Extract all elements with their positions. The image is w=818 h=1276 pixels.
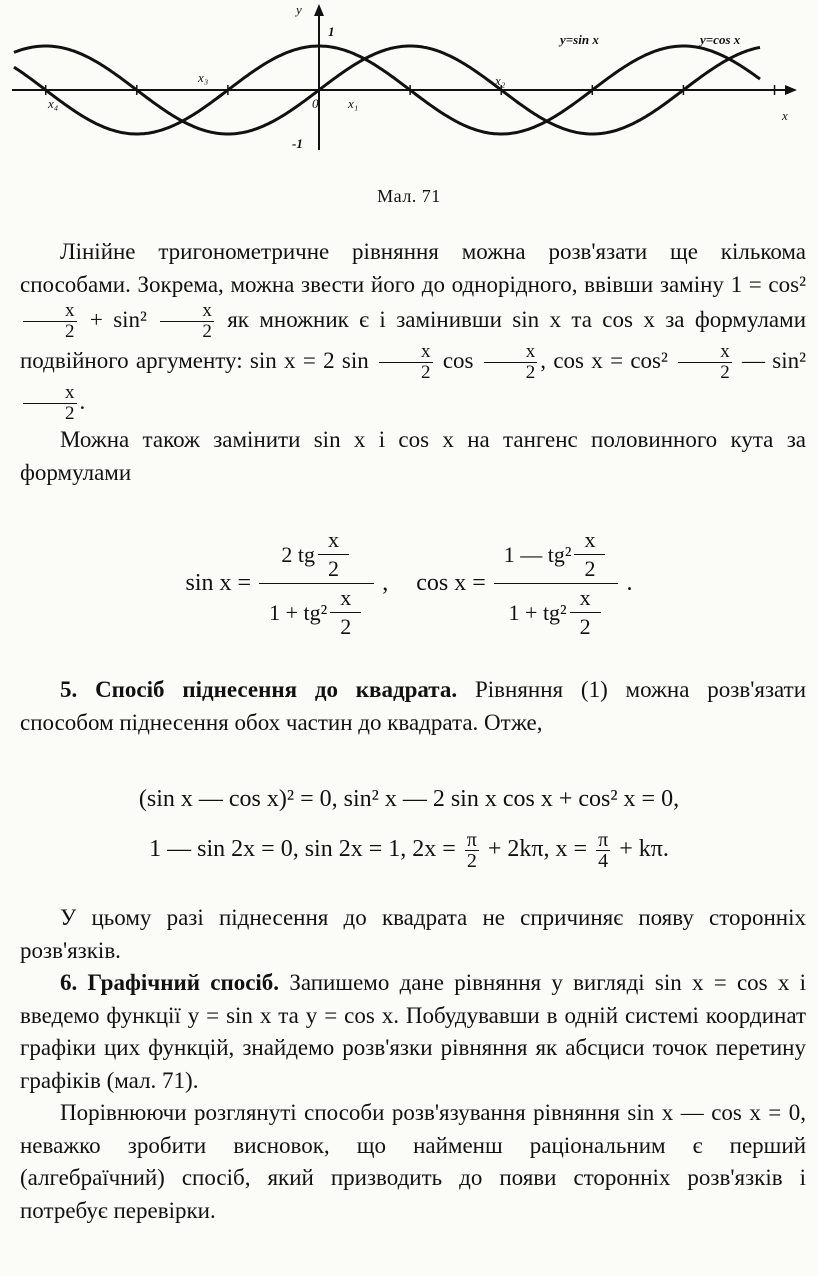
fraction-x-over-2: $\frac{x}{2}$: [678, 342, 732, 383]
y-axis-arrow: [314, 4, 324, 16]
label-x4: x₄: [48, 96, 59, 111]
label-x3: x₃: [198, 70, 209, 85]
para1-part-d: cos: [442, 347, 474, 373]
fraction-x-over-2: $\frac{x}{2}$: [160, 301, 214, 342]
fraction-x-over-2: $\frac{x}{2}$: [379, 342, 433, 383]
para1-part-e: , cos x = cos²: [540, 347, 668, 373]
section-5-heading: 5. Спосіб піднесення до квадрата.: [60, 677, 458, 702]
equation-1: (sin x — cos x)² = 0, sin² x — 2 sin x cos x + cos² x = 0,: [138, 786, 680, 812]
paragraph-3: У цьому разі піднесення до квадрата не спричиняє появу сторонніх розв'язків.: [20, 905, 806, 963]
fraction-x-over-2: $\frac{x}{2}$: [23, 383, 77, 424]
half-angle-formulas: [0, 527, 818, 639]
figure-caption: Мал. 71: [377, 186, 441, 206]
para1-part-a: Лінійне тригонометричне рівняння можна розв'язати ще кількома способами. Зокрема, можна звести його до однорідного, ввівши заміну 1 = cos²: [20, 239, 806, 297]
label-one: 1: [328, 24, 335, 39]
equation-2: 1 — sin 2x = 0, sin 2x = 1, 2x = $\frac{\pi}{2}$ + 2kπ, x = $\frac{\pi}{4}$ + kπ.: [149, 829, 669, 872]
cos-fraction: 1 — tg² $\frac{x}{2}$ 1 + tg² $\frac{x}{2}$: [494, 530, 619, 637]
formula-comma: ,: [382, 570, 389, 596]
fraction-pi-over-2: $\frac{\pi}{2}$: [466, 829, 477, 872]
section-6-block: [20, 902, 806, 1227]
fraction-x-over-2: $\frac{x}{2}$: [484, 342, 538, 383]
label-x2: x₂: [495, 73, 506, 88]
fraction-x-over-2: $\frac{x}{2}$: [23, 301, 77, 342]
para1-part-f: — sin²: [742, 347, 807, 373]
fraction-pi-over-4: $\frac{\pi}{4}$: [598, 829, 609, 872]
label-cos: y=cos x: [700, 32, 741, 47]
paragraph-1: [20, 236, 806, 489]
para1-part-c: як множник є і замінивши sin x та cos x за формулами подвійного аргументу: sin x = 2 sin: [20, 306, 807, 373]
x-axis-label: x: [782, 108, 788, 123]
para1-part-g: .: [79, 388, 86, 414]
sin-fraction: 2 tg $\frac{x}{2}$ 1 + tg² $\frac{x}{2}$: [259, 530, 374, 637]
label-sin: y=sin x: [560, 32, 599, 47]
section-5: [20, 674, 806, 739]
sin-lhs: sin x =: [185, 570, 252, 596]
label-minus-one: -1: [292, 136, 303, 151]
label-origin: 0: [312, 96, 319, 111]
label-x1: x₁: [348, 96, 359, 111]
formula-end: .: [626, 570, 633, 596]
sin-cos-graph: [0, 0, 818, 160]
section-6-heading: 6. Графічний спосіб.: [60, 970, 280, 995]
para1-part-b: + sin²: [89, 306, 147, 332]
paragraph-4: Порівнюючи розглянуті способи розв'язування рівняння sin x — cos x = 0, неважко зробити висновок, що найменш раціональним є перший (алгебраїчний) спосіб, який призводить до появи сторонніх розв'язків і потребує перевірки.: [20, 1100, 806, 1223]
paragraph-2: Можна також замінити sin x і cos x на тангенс половинного кута за формулами: [20, 427, 806, 485]
section-5-text: Рівняння (1) можна розв'язати способом піднесення обох частин до квадрата. Отже,: [20, 677, 807, 735]
section-6-text: Запишемо дане рівняння у вигляді sin x = cos x і введемо функції y = sin x та y = cos x. Побудувавши в одній системі координат графіки цих функцій, знайдемо розв'язки рівняння як абсциси точок перетину графіків (мал. 71).: [20, 970, 806, 1093]
y-axis-label: y: [296, 2, 302, 17]
x-axis-arrow: [785, 85, 797, 95]
cos-lhs: cos x =: [416, 570, 486, 596]
